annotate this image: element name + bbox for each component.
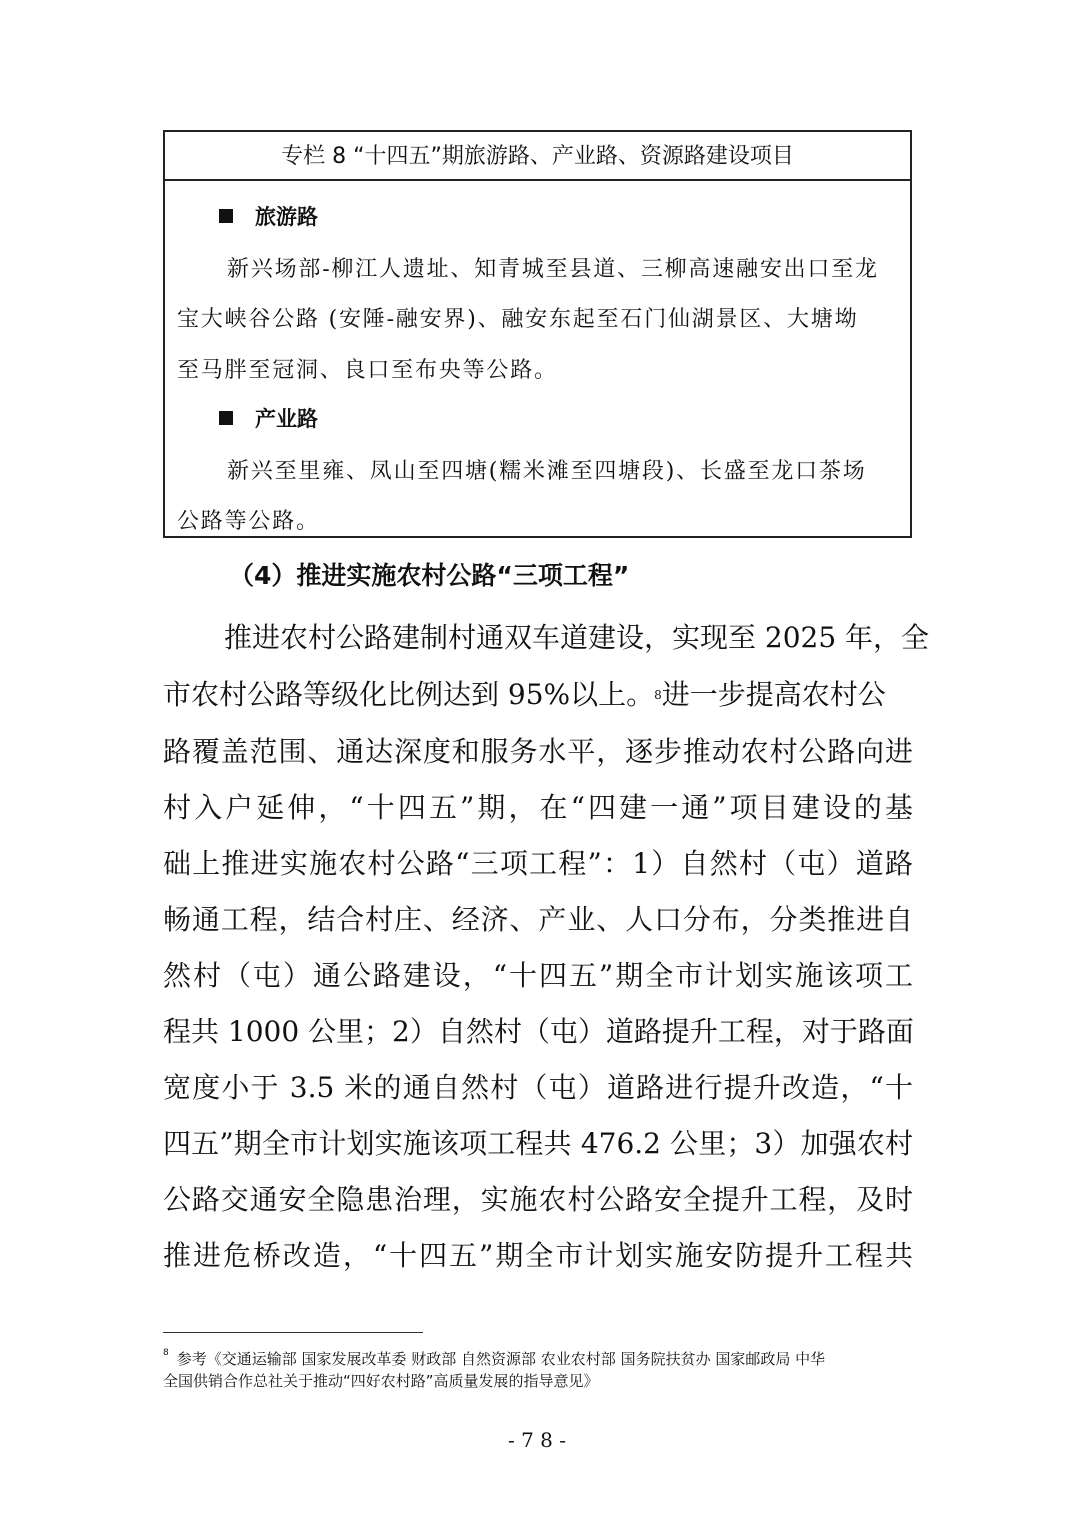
body-text-line: 程共 1000 公里；2）自然村（屯）道路提升工程，对于路面 — [163, 1015, 914, 1048]
footnote-separator — [163, 1332, 423, 1333]
box-text-line: 新兴场部-柳江人遗址、知青城至县道、三柳高速融安出口至龙 — [227, 257, 879, 282]
box-text-line: 新兴至里雍、凤山至四塘(糯米滩至四塘段)、长盛至龙口茶场 — [227, 459, 867, 484]
body-text-line: 推进危桥改造，“十四五”期全市计划实施安防提升工程共 — [163, 1239, 913, 1272]
subsection-heading-industry — [219, 403, 318, 433]
body-text-segment: 进一步提高农村公 — [661, 678, 886, 711]
box-text-line: 宝大峡谷公路 (安陲-融安界)、融安东起至石门仙湖景区、大塘坳 — [177, 307, 859, 332]
body-text-line: 村入户延伸，“十四五”期，在“四建一通”项目建设的基 — [163, 791, 913, 824]
footnote-mark: 8 — [163, 1348, 169, 1358]
body-text-line: 础上推进实施农村公路“三项工程”：1）自然村（屯）道路 — [163, 847, 913, 880]
footnote-line — [163, 1348, 923, 1369]
column-box — [163, 130, 912, 538]
box-text-line: 公路等公路。 — [177, 509, 320, 534]
body-text-line: 然村（屯）通公路建设，“十四五”期全市计划实施该项工 — [163, 959, 913, 992]
page-number: - 7 8 - — [507, 1428, 567, 1452]
column-box-title: 专栏 8 “十四五”期旅游路、产业路、资源路建设项目 — [165, 132, 910, 181]
body-text-line: 宽度小于 3.5 米的通自然村（屯）道路进行提升改造，“十 — [163, 1071, 913, 1104]
section-heading: （4）推进实施农村公路“三项工程” — [229, 561, 630, 590]
body-text-line: 公路交通安全隐患治理，实施农村公路安全提升工程，及时 — [163, 1183, 913, 1216]
body-text-line: 四五”期全市计划实施该项工程共 476.2 公里；3）加强农村 — [163, 1127, 913, 1160]
body-text-line: 畅通工程，结合村庄、经济、产业、人口分布，分类推进自 — [163, 903, 913, 936]
subsection-heading-label: 产业路 — [255, 407, 318, 431]
subsection-heading-tourism — [219, 201, 318, 231]
body-text-line: 路覆盖范围、通达深度和服务水平，逐步推动农村公路向进 — [163, 735, 913, 768]
body-text-line: 推进农村公路建制村通双车道建设，实现至 2025 年，全 — [224, 621, 930, 654]
footnote-reference[interactable]: 8 — [654, 688, 662, 702]
body-text-segment: 市农村公路等级化比例达到 95%以上。 — [163, 678, 655, 711]
subsection-heading-label: 旅游路 — [255, 205, 318, 229]
footnote-text: 参考《交通运输部 国家发展改革委 财政部 自然资源部 农业农村部 国务院扶贫办 国家邮政局 中华 — [176, 1350, 826, 1368]
box-text-line: 至马胖至冠洞、良口至布央等公路。 — [177, 358, 558, 383]
footnote-line: 全国供销合作总社关于推动“四好农村路”高质量发展的指导意见》 — [163, 1372, 599, 1390]
square-bullet-icon — [219, 209, 233, 223]
square-bullet-icon — [219, 411, 233, 425]
body-text-line-with-footnote — [163, 677, 913, 713]
